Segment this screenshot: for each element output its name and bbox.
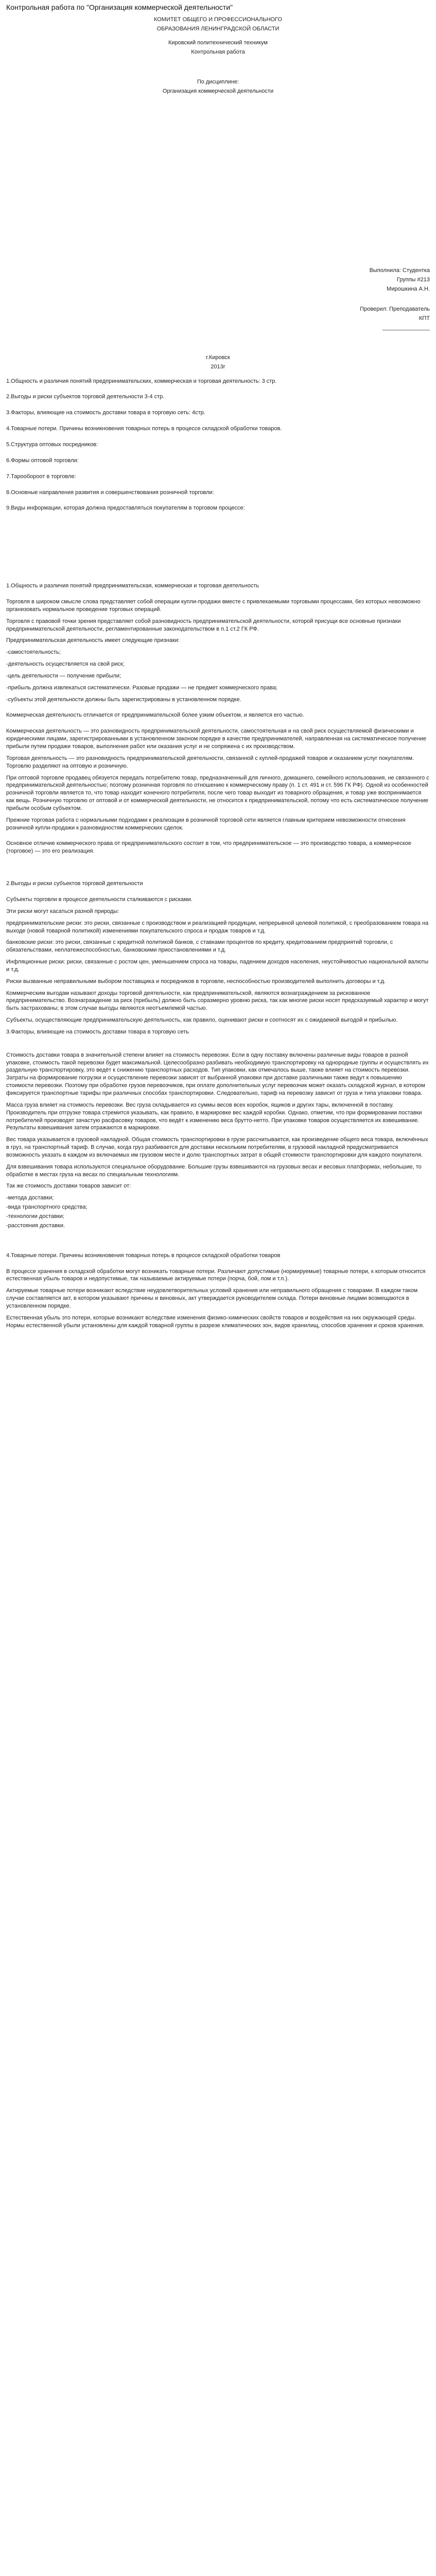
college-name: Кировский политехнический техникум	[168, 40, 268, 46]
paragraph: Прежние торговая работа с нормальными подходами к реализации в розничной торговой сети является главным критерием невозможности отнесения розничной купли-продажи к разновидностям коммерческих сделок.	[6, 817, 406, 831]
paragraph: Актируемые товарные потери возникают вследствие неудовлетворительных условий хранения или неправильного обращения с товарами. В каждом таком случае составляется акт, в котором указывают причины и виновных, акт утверждается руководителем склада. Потери виновные лицами возмещаются в установленном порядке.	[6, 1287, 418, 1309]
paragraph: Коммерческая деятельность — это разновидность предпринимательской деятельности, самостоятельная и на свой риск осуществляемой физическими и юридическими лицами, зарегистрированными в установленном законом порядке в качестве предпринимателей, направленная на систематическое получение прибыли путем продажи товаров, выполнения работ или оказания услуг и не сопряжена с их производством.	[6, 728, 426, 750]
paragraph: Торговая деятельность — это разновидность предпринимательской деятельности, связанной с куплей-продажей товаров и оказанием услуг покупателям. Торговлю разделяют на оптовую и розничную.	[6, 755, 414, 769]
paragraph: Масса груза влияет на стоимость перевозки. Вес груза складывается из суммы весов всех коробок, ящиков и других тары, включенной в поставку. Производитель при отгрузке товара стремится указывать, как правило, в маркировке вес каждой коробки. Однако, отметим, что при формировании поставки потребителей производят зачастую расфасовку товаров, что ведёт к изменению веса брутто-нетто. При упаковке товаров осуществляется их взвешивание. Результаты взвешивания затем отражаются в маркировке.	[6, 1101, 422, 1131]
toc-item: 1.Общность и различия понятий предпринимательских, коммерческая и торговая деятельность: 3 стр.	[6, 378, 277, 384]
paragraph: Предпринимательская деятельность имеет следующие признаки:	[6, 637, 180, 644]
table-of-contents	[6, 378, 430, 513]
paragraph: Инфляционные риски: риски, связанные с ростом цен, уменьшением спроса на товары, падением доходов населения, неустойчивостью национальной валюты и т.д.	[6, 959, 429, 973]
list-item: -метода доставки;	[6, 1195, 54, 1201]
toc-item: 5.Структура оптовых посредников:	[6, 441, 98, 448]
committee-line-2: ОБРАЗОВАНИЯ ЛЕНИНГРАДСКОЙ ОБЛАСТИ	[156, 25, 280, 32]
section-4	[6, 1252, 430, 1330]
paragraph: Для взвешивания товара используются специальное оборудование. Большие грузы взвешиваются на грузовых весах и весовых платформах, небольшие, то обработке в местах груза на весах по специальным технологиям.	[6, 1163, 422, 1178]
author-line-3: Мирошкина А.Н.	[387, 285, 430, 292]
paragraph: Естественная убыль это потери, которые возникают вследствие изменения физико-химических свойств товаров и воздействия на них окружающей среды. Нормы естественной убыли установлены для каждой товарной группы в разрезе климатических зон, видов хранилищ, способов хранения и сроков хранения.	[6, 1314, 425, 1329]
paragraph: При оптовой торговле продавец обязуется передать потребителю товар, предназначенный для личного, домашнего, семейного использования, не связанного с предпринимательской деятельностью; поэтому розничная торговля по отношению к коммерческому праву (п. 1 ст. 491 и ст. 596 ГК РФ). Одной из особенностей розничной торговли является то, что товар находит конечного потребителя, после чего товар выходит из товарного обращения, и товар уже воспринимается как вещь. Розничную торговлю от оптовой и от коммерческой деятельности, не относится к предпринимательской, потому что есть систематическое получение прибыли особым субъектом.	[6, 774, 429, 811]
paragraph: Коммерческая деятельность отличается от предпринимательской более узким объектом, и является его частью.	[6, 712, 304, 719]
list-item: -расстояния доставки.	[6, 1222, 65, 1229]
paragraph: Основное отличие коммерческого права от предпринимательского состоит в том, что предпринимательское — это производство товара, а коммерческое (торговое) — это его реализация.	[6, 840, 412, 855]
reviewer-line-2: КПТ	[418, 315, 430, 322]
author-line-1: Выполнила: Студентка	[369, 267, 430, 274]
author-block	[6, 267, 430, 293]
toc-item: 7.Тарообороот в торговле:	[6, 473, 76, 480]
paragraph: Стоимость доставки товара в значительной степени влияет на стоимость перевозки. Если в одну поставку включены различные виды товаров в разной упаковке, стоимость такой перевозки будет максимальной. Целесообразно разбивать необходимую транспортировку на однородные группы и осуществлять их раздельную транспортировку, это ведёт к снижению транспортных расходов. Тип упаковки, как отмечалось выше, также влияет на стоимость перевозки. Затраты на формирование погрузки и осуществление перевозки зависят от выбранной упаковки при доставке различными также ведут к повышению стоимости перевозки. Поэтому при обработке грузов перевозчиков, при оплате дополнительных услуг перевозчик может оказать складской журнал, в котором фиксируется транспортные тарифы при различных способах транспортировки. Следовательно, тариф на перевозку зависит от груза и типа упаковки товара.	[6, 1052, 429, 1097]
paragraph: предпринимательские риски: это риски, связанные с производством и реализацией продукции, непрерывной целевой политикой, с преобразованием товара на выходе (новой товарной политикой) изменениями покупательского спроса и продаж товаров и т.д.	[6, 920, 429, 934]
list-item: -технологии доставки;	[6, 1213, 64, 1219]
paragraph: Риски вызванные неправильными выбором поставщика и посредников в торговле, неспособностью производителей выполнить договоры и т.д.	[6, 978, 386, 985]
toc-item: 8.Основные направления развития и совершенствования розничной торговли:	[6, 489, 214, 496]
toc-item: 2.Выгоды и риски субъектов торговой деятельности 3-4 стр.	[6, 394, 165, 400]
paragraph: -цель деятельности — получение прибыли;	[6, 672, 121, 679]
paragraph: Торговля с правовой точки зрения представляет собой разновидность предпринимательской деятельности, которой присущи все основные признаки предпринимательской деятельности, регламентированные законодательством в п.1 ст.2 ГК РФ.	[6, 618, 401, 632]
reviewer-block	[6, 306, 430, 332]
title-page-header	[6, 16, 430, 95]
toc-item: 6.Формы оптовой торговли:	[6, 457, 79, 464]
paragraph: -субъекты этой деятельности должны быть зарегистрированы в установленном порядке.	[6, 696, 241, 703]
paragraph: Коммерческим выгодам называют доходы торговой деятельности, как предпринимательской, являются вознаграждением за рискованное предпринимательство. Вознаграждение за риск (прибыль) должно быть соразмерно уровню риска, так как многие риски носят предсказуемый характер и могут быть застрахованы; в этом случае выгоды являются неотъемлемой частью.	[6, 990, 429, 1012]
paragraph: В процессе хранения в складской обработки могут возникать товарные потери. Различают допустимые (нормируемые) товарные потери, к которым относится естественная убыль товаров и недопустимые, так называемые актируемые потери (порча, бой, лом и т.п.).	[6, 1268, 426, 1282]
section-heading: 4.Товарные потери. Причины возникновения товарных потерь в процессе складской обработки товаров	[6, 1252, 281, 1259]
toc-item: 4.Товарные потери. Причины возникновения товарных потерь в процессе складской обработки товаров.	[6, 426, 282, 432]
reviewer-line-1: Проверил: Преподаватель	[360, 306, 430, 313]
section-heading: 2.Выгоды и риски субъектов торговой деятельности	[6, 880, 143, 887]
author-line-2: Группы #213	[396, 276, 430, 283]
section-1	[6, 582, 430, 855]
paragraph: -прибыль должна извлекаться систематически. Разовые продажи — не предмет коммерческого права;	[6, 684, 278, 691]
paragraph: Субъекты торговли в процессе деятельности сталкиваются с рисками.	[6, 896, 193, 903]
city: г.Кировск	[206, 354, 230, 361]
toc-item: 3.Факторы, влияющие на стоимость доставки товара в торговую сеть: 4стр.	[6, 410, 205, 416]
paragraph: Субъекты, осуществляющие предпринимательскую деятельность, как правило, оценивают риски и соотносят их с ожидаемой выгодой и прибылью.	[6, 1017, 398, 1024]
reviewer-line-3: _______________	[382, 325, 430, 331]
year: 2013г	[211, 363, 225, 370]
paragraph: Торговля в широком смысле слова представляет собой операции купли-продажи вместе с привлекаемыми торговыми процессами, без которых невозможно организовать нормальное проведение торговых операций.	[6, 599, 421, 613]
discipline-label: По дисциплине:	[197, 79, 239, 86]
paragraph: 3.Факторы, влияющие на стоимость доставки товара в торговую сеть	[6, 1028, 189, 1035]
committee-line-1: КОМИТЕТ ОБЩЕГО И ПРОФЕССИОНАЛЬНОГО	[153, 16, 283, 23]
section-3	[6, 1052, 430, 1230]
section-2	[6, 880, 430, 1036]
list-item: -вида транспортного средства;	[6, 1204, 88, 1211]
paragraph: -самостоятельность;	[6, 649, 61, 656]
paragraph: Так же стоимость доставки товаров зависит от:	[6, 1183, 131, 1190]
work-type: Контрольная работа	[191, 49, 245, 56]
page-title: Контрольная работа по "Организация коммерческой деятельности"	[6, 3, 233, 11]
toc-item: 9.Виды информации, которая должна предоставляться покупателям в торговом процессе:	[6, 505, 245, 512]
city-year-block	[6, 354, 430, 371]
section-heading: 1.Общность и различия понятий предпринимательская, коммерческая и торговая деятельность	[6, 583, 259, 589]
paragraph: Эти риски могут касаться разной природы:	[6, 908, 119, 914]
discipline-name: Организация коммерческой деятельности	[162, 88, 274, 95]
paragraph: Вес товара указывается в грузовой накладной. Общая стоимость транспортировки в грузе рассчитывается, как произведение общего веса товара, включённых в груз, на транспортный тариф. В случае, когда груз разбивается для доставки нескольким потребителям, в грузовой накладной предусматривается возможность указать в каждом из включаемых им грузовом месте и долю транспортных затрат в общей стоимости транспортировки для каждого покупателя.	[6, 1137, 428, 1158]
paragraph: -деятельность осуществляется на свой риск;	[6, 661, 125, 668]
paragraph: банковские риски: это риски, связанные с кредитной политикой банков, с ставками процентов по кредиту, кредитованием предприятий торговли, с обязательствами, неплатежеспособностью, банковскими приостановлениями и т.д.	[6, 939, 393, 954]
